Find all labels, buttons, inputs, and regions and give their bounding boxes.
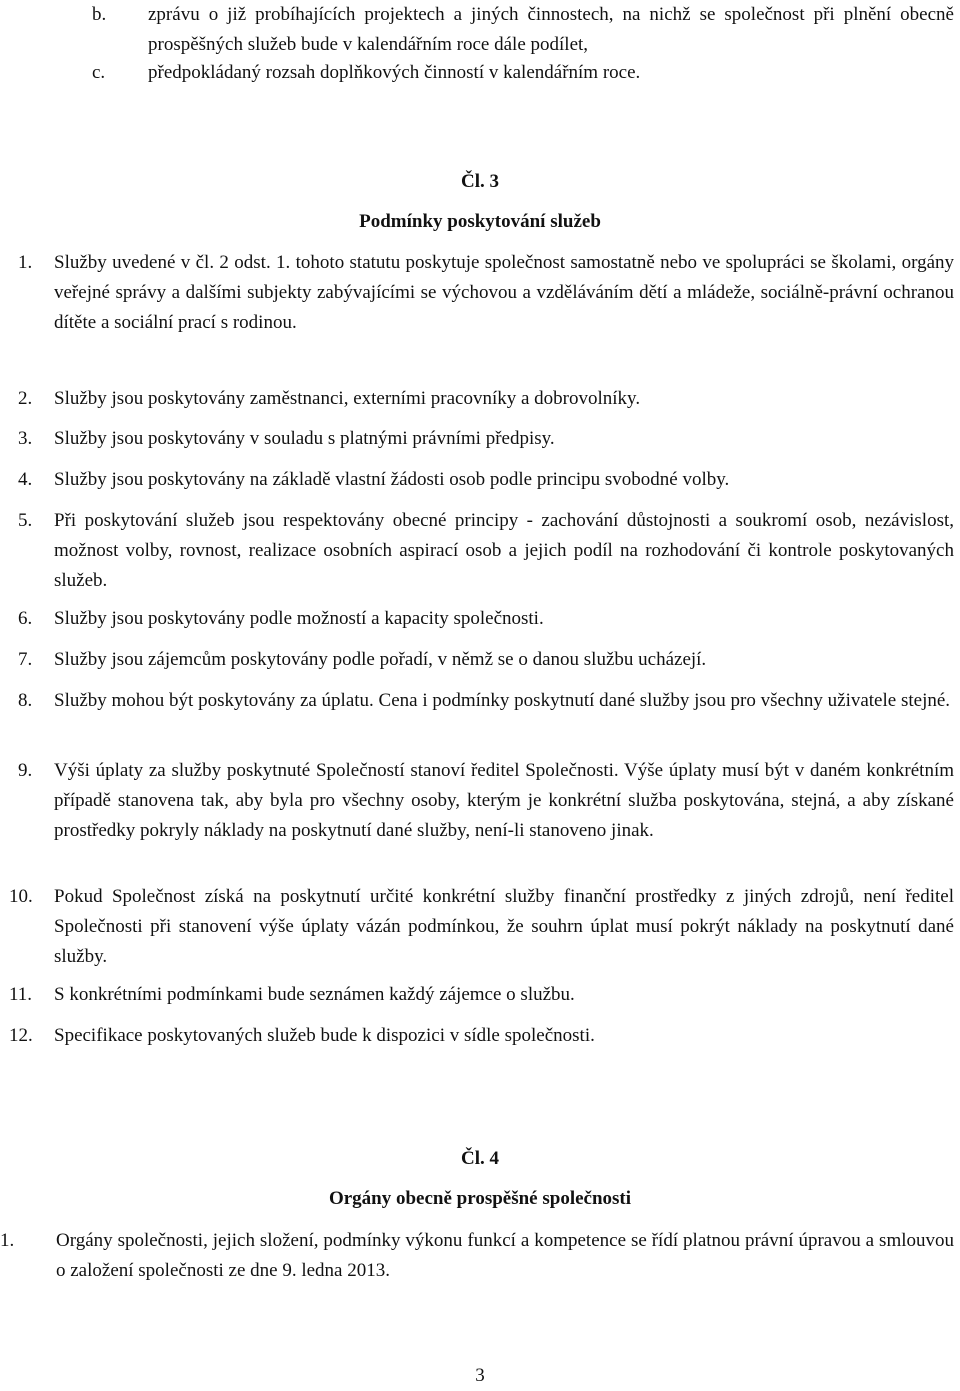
list-marker: 11. <box>9 984 33 1005</box>
list-item-text: Služby jsou poskytovány zaměstnanci, externími pracovníky a dobrovolníky. <box>54 388 641 409</box>
list-marker: 4. <box>18 469 33 490</box>
list-marker: 9. <box>18 760 33 781</box>
article-3-item-3 <box>0 424 960 454</box>
list-marker: 3. <box>18 428 33 449</box>
article-3-item-4 <box>0 465 960 495</box>
article-3-item-5 <box>0 506 960 596</box>
page-number: 3 <box>475 1365 485 1386</box>
list-marker: 1. <box>0 1230 15 1251</box>
list-item-text: Služby mohou být poskytovány za úplatu. Cena i podmínky poskytnutí dané služby jsou pro všechny uživatele stejné. <box>54 690 951 711</box>
list-marker: b. <box>92 4 107 25</box>
list-item-text: Při poskytování služeb jsou respektovány obecné principy - zachování důstojnosti a soukromí osob, nezávislost, možnost volby, rovnost, realizace osobních aspirací osob a jejich podíl na rozhodování či kontrole poskytovaných služeb. <box>54 510 954 591</box>
article-3-item-6 <box>0 604 960 634</box>
list-item-text: zprávu o již probíhajících projektech a jiných činnostech, na nichž se společnost při plnění obecně prospěšných služeb bude v kalendářním roce dále podílet, <box>148 4 954 55</box>
list-marker: 7. <box>18 649 33 670</box>
article-3-item-11 <box>0 980 960 1010</box>
article-3-title: Podmínky poskytování služeb <box>359 211 601 232</box>
article-3-item-1 <box>0 248 960 338</box>
list-item-text: S konkrétními podmínkami bude seznámen každý zájemce o službu. <box>54 984 575 1005</box>
list-item-text: Služby jsou poskytovány v souladu s platnými právními předpisy. <box>54 428 555 449</box>
article-3-item-10 <box>0 882 960 972</box>
article-3-item-9 <box>0 756 960 846</box>
article-3-item-7 <box>0 645 960 675</box>
list-item-text: předpokládaný rozsah doplňkových činností v kalendářním roce. <box>148 62 641 83</box>
list-item-b <box>0 0 960 60</box>
list-marker: 12. <box>9 1025 33 1046</box>
article-4-number: Čl. 4 <box>461 1148 499 1169</box>
article-4-item-1 <box>0 1226 960 1286</box>
list-item-text: Orgány společnosti, jejich složení, podmínky výkonu funkcí a kompetence se řídí platnou právní úpravou a smlouvou o založení společnosti ze dne 9. ledna 2013. <box>56 1230 954 1281</box>
list-marker: 10. <box>9 886 33 907</box>
list-marker: 2. <box>18 388 33 409</box>
list-item-text: Služby jsou poskytovány na základě vlastní žádosti osob podle principu svobodné volby. <box>54 469 730 490</box>
list-item-text: Služby jsou zájemcům poskytovány podle pořadí, v němž se o danou službu ucházejí. <box>54 649 707 670</box>
list-item-text: Služby uvedené v čl. 2 odst. 1. tohoto statutu poskytuje společnost samostatně nebo ve spolupráci se školami, orgány veřejné správy a dalšími subjekty zabývajícími se výchovou a vzděláváním dětí a mládeže, sociálně-právní ochranou dítěte a sociální prací s rodinou. <box>54 252 954 333</box>
list-marker: c. <box>92 62 106 83</box>
list-marker: 5. <box>18 510 33 531</box>
list-item-text: Specifikace poskytovaných služeb bude k dispozici v sídle společnosti. <box>54 1025 595 1046</box>
list-item-text: Výši úplaty za služby poskytnuté Společností stanoví ředitel Společnosti. Výše úplaty musí být v daném konkrétním případě stanovena tak, aby byla pro všechny osoby, kterým je konkrétní služba poskytována, stejná, a aby získané prostředky pokryly náklady na poskytnutí dané služby, není-li stanoveno jinak. <box>54 760 954 841</box>
list-marker: 1. <box>18 252 33 273</box>
list-item-c <box>0 58 960 88</box>
list-marker: 8. <box>18 690 33 711</box>
article-3-item-12 <box>0 1021 960 1051</box>
article-3-item-2 <box>0 384 960 414</box>
article-3-number: Čl. 3 <box>461 171 499 192</box>
list-item-text: Služby jsou poskytovány podle možností a kapacity společnosti. <box>54 608 544 629</box>
list-marker: 6. <box>18 608 33 629</box>
article-4-title: Orgány obecně prospěšné společnosti <box>328 1188 632 1209</box>
article-3-item-8 <box>0 686 960 716</box>
list-item-text: Pokud Společnost získá na poskytnutí určité konkrétní služby finanční prostředky z jiných zdrojů, není ředitel Společnosti při stanovení výše úplaty vázán podmínkou, že souhrn úplat musí pokrýt náklady na poskytnutí dané služby. <box>54 886 954 967</box>
